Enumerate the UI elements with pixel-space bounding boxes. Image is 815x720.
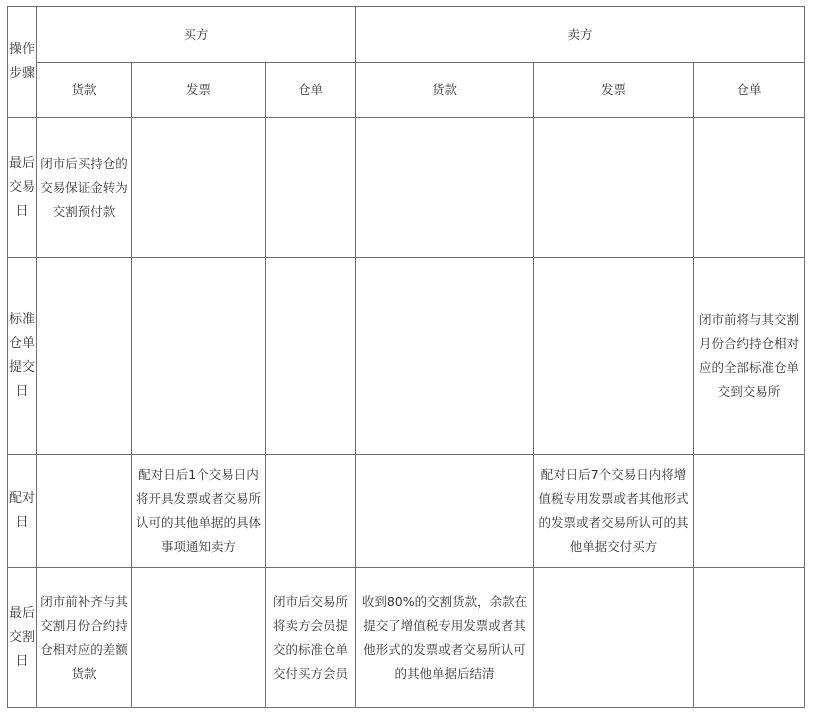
buyer-payment-header — [37, 63, 132, 118]
seller-warrant-header — [694, 63, 805, 118]
table-cell — [37, 568, 132, 708]
step-cell — [8, 258, 37, 455]
corner-label: 操作步骤 — [8, 42, 35, 81]
table-cell — [266, 118, 356, 258]
table-cell — [132, 118, 266, 258]
step-label: 标准仓单提交日 — [8, 312, 35, 399]
table-cell — [37, 455, 132, 568]
cell-text: 闭市前补齐与其交割月份合约持仓相对应的差额货款 — [40, 593, 128, 681]
cell-text: 闭市前将与其交割月份合约持仓相对应的全部标准仓单交到交易所 — [698, 312, 799, 399]
table-cell — [356, 455, 534, 568]
buyer-header-label: 买方 — [183, 26, 209, 42]
table-cell — [534, 118, 694, 258]
header-label: 发票 — [600, 82, 626, 97]
seller-header-label: 卖方 — [567, 26, 593, 42]
table-cell — [132, 455, 266, 568]
header-label: 货款 — [431, 82, 457, 97]
seller-invoice-header — [534, 63, 694, 118]
table-cell — [37, 118, 132, 258]
table-cell — [694, 258, 805, 455]
table-row — [8, 568, 805, 708]
cell-text: 闭市后买持仓的交易保证金转为交割预付款 — [40, 155, 128, 219]
seller-group-header — [356, 7, 805, 63]
step-cell — [8, 118, 37, 258]
step-cell — [8, 568, 37, 708]
table-cell — [266, 455, 356, 568]
step-cell — [8, 455, 37, 568]
table-cell — [266, 568, 356, 708]
table-cell — [132, 568, 266, 708]
cell-text: 配对日后7个交易日内将增值税专用发票或者其他形式的发票或者交易所认可的其他单据交付买方 — [538, 467, 689, 554]
table-cell — [356, 258, 534, 455]
corner-header-cell — [8, 7, 37, 118]
table-cell — [694, 455, 805, 568]
table-cell — [534, 455, 694, 568]
table-cell — [37, 258, 132, 455]
table-cell — [132, 258, 266, 455]
table-row — [8, 258, 805, 455]
table-cell — [694, 568, 805, 708]
table-cell — [356, 568, 534, 708]
buyer-warrant-header — [266, 63, 356, 118]
table-cell — [534, 258, 694, 455]
header-label: 仓单 — [736, 82, 762, 97]
table-cell — [266, 258, 356, 455]
step-label: 最后交易日 — [8, 155, 35, 219]
table-row — [8, 118, 805, 258]
cell-text: 配对日后1个交易日内将开具发票或者交易所认可的其他单据的具体事项通知卖方 — [135, 467, 261, 554]
table-cell — [534, 568, 694, 708]
buyer-group-header — [37, 7, 356, 63]
buyer-invoice-header — [132, 63, 266, 118]
header-label: 仓单 — [297, 82, 323, 97]
table-row — [8, 455, 805, 568]
cell-text: 收到80%的交割货款，余款在提交了增值税专用发票或者其他形式的发票或者交易所认可的其他单据后结清 — [361, 593, 528, 681]
table-cell — [356, 118, 534, 258]
seller-payment-header — [356, 63, 534, 118]
step-label: 最后交割日 — [8, 605, 35, 669]
cell-text: 闭市后交易所将卖方会员提交的标准仓单交付买方会员 — [272, 593, 348, 681]
header-label: 货款 — [71, 82, 97, 97]
step-label: 配对日 — [8, 491, 35, 530]
header-label: 发票 — [185, 82, 211, 97]
delivery-procedure-table — [7, 6, 805, 708]
table-cell — [694, 118, 805, 258]
